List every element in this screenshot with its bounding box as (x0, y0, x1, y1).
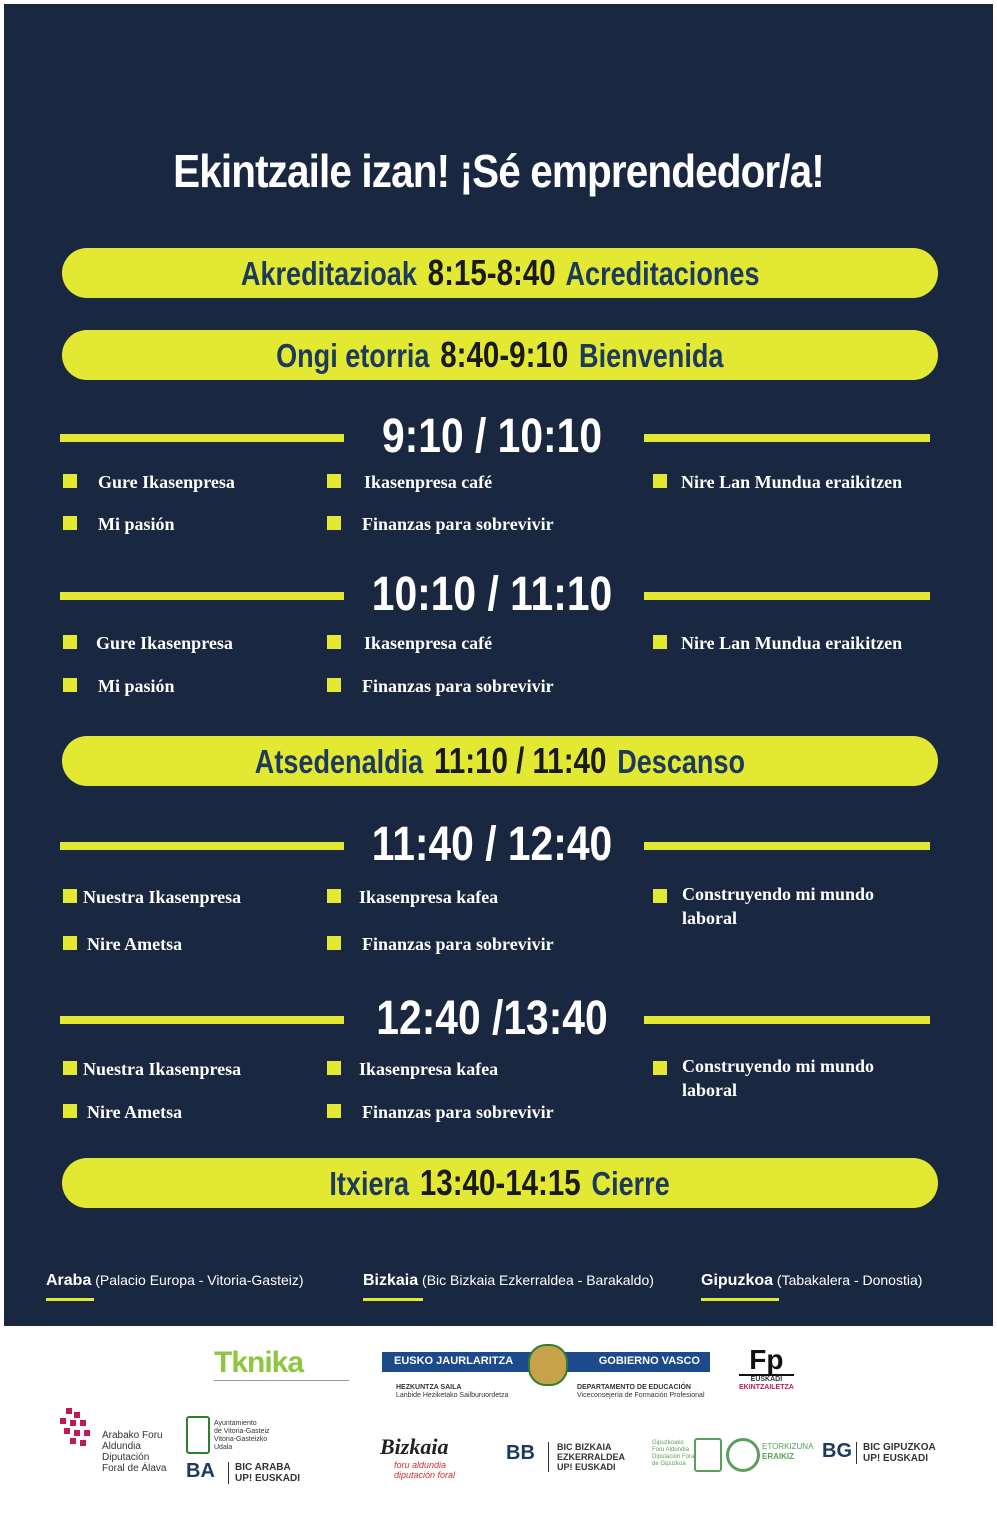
activity-item: Gure Ikasenpresa (98, 472, 235, 492)
break-banner (62, 736, 938, 786)
bullet-icon (327, 889, 341, 903)
bullet-icon (63, 1104, 77, 1118)
activity-item: Gure Ikasenpresa (96, 633, 233, 653)
break-es: Descanso (617, 743, 746, 780)
bullet-icon (327, 678, 341, 692)
bic-bizkaia: BIC BIZKAIA EZKERRALDEA UP! EUSKADI (548, 1442, 625, 1472)
gipuzkoa-shield-icon (694, 1438, 722, 1472)
activity-item: Ikasenpresa kafea (359, 887, 499, 907)
bullet-icon (327, 1061, 341, 1075)
activity-item: Nire Lan Mundua eraikitzen (681, 472, 903, 492)
ba-logo: BA (186, 1460, 215, 1482)
bic-araba: BIC ARABA UP! EUSKADI (228, 1462, 300, 1484)
break-time: 11:10 / 11:40 (434, 740, 607, 781)
bizkaia-sub: foru aldundia diputación foral (394, 1460, 456, 1480)
bullet-icon (63, 516, 77, 530)
location-region: Araba (46, 1272, 92, 1289)
bg-logo: BG (822, 1440, 852, 1462)
bullet-icon (327, 516, 341, 530)
accreditation-banner (62, 248, 938, 298)
bullet-icon (63, 635, 77, 649)
activity-item: Ikasenpresa café (364, 472, 493, 492)
bullet-icon (63, 889, 77, 903)
slot-divider-right (644, 842, 930, 850)
slot-divider-right (644, 434, 930, 442)
activity-item: Nuestra Ikasenpresa (83, 1059, 242, 1079)
tknika-wordmark: Tknika (214, 1346, 304, 1379)
eusko-jaurlaritza: EUSKO JAURLARITZA (394, 1355, 514, 1367)
slot-divider-left (60, 434, 344, 442)
location-underline (701, 1298, 779, 1301)
accreditation-es: Acreditaciones (565, 255, 760, 292)
location-underline (46, 1298, 94, 1301)
coat-of-arms-icon (528, 1344, 568, 1386)
activity-item: Finanzas para sobrevivir (362, 514, 554, 534)
closing-es: Cierre (591, 1165, 671, 1202)
slot-4-time: 12:40 /13:40 (376, 992, 608, 1045)
gobierno-vasco: GOBIERNO VASCO (598, 1355, 700, 1367)
fp-logo: Fp EUSKADI EKINTZAILETZA (739, 1344, 794, 1391)
location-place: (Palacio Europa - Vitoria-Gasteiz) (95, 1272, 304, 1288)
accreditation-eu: Akreditazioak (240, 255, 417, 292)
slot-divider-right (644, 1016, 930, 1024)
location-region: Gipuzkoa (701, 1272, 774, 1289)
etorkizuna-text: ETORKIZUNA ERAIKIZ (762, 1442, 814, 1461)
bullet-icon (653, 1061, 667, 1075)
poster-title: Ekintzaile izan! ¡Sé emprendedor/a! (173, 145, 824, 197)
vitoria-text: Ayuntamiento de Vitoria-Gasteiz Vitoria-Gasteizko Udala (214, 1420, 270, 1451)
araba-text: Arabako Foru Aldundia Diputación Foral de Álava (102, 1430, 167, 1474)
vitoria-shield-icon (186, 1416, 210, 1454)
slot-1-time: 9:10 / 10:10 (381, 410, 603, 463)
bullet-icon (653, 474, 667, 488)
activity-item: Construyendo mi mundo laboral (682, 1056, 875, 1100)
welcome-time: 8:40-9:10 (440, 334, 569, 375)
slot-2-time: 10:10 / 11:10 (371, 568, 613, 621)
location-bizkaia (363, 1272, 654, 1290)
activity-item: Nire Ametsa (87, 934, 183, 954)
welcome-banner (62, 330, 938, 380)
bizkaia-logo: Bizkaia (380, 1434, 449, 1459)
bullet-icon (653, 635, 667, 649)
hezkuntza-text: HEZKUNTZA SAILA Lanbide Heziketako Sailburuordetza (396, 1384, 509, 1399)
activity-item: Finanzas para sobrevivir (362, 1102, 554, 1122)
welcome-es: Bienvenida (579, 337, 724, 374)
closing-banner (62, 1158, 938, 1208)
activity-item: Mi pasión (98, 676, 175, 696)
location-place: (Tabakalera - Donostia) (776, 1272, 923, 1288)
slot-divider-left (60, 842, 344, 850)
location-gipuzkoa (701, 1272, 922, 1290)
bullet-icon (327, 474, 341, 488)
bullet-icon (63, 936, 77, 950)
location-araba (46, 1272, 304, 1290)
etorkizuna-icon (726, 1438, 760, 1472)
welcome-eu: Ongi etorria (276, 337, 430, 374)
tknika-logo (214, 1348, 349, 1391)
bullet-icon (63, 678, 77, 692)
bullet-icon (63, 1061, 77, 1075)
bullet-icon (327, 635, 341, 649)
activity-item: Ikasenpresa kafea (359, 1059, 499, 1079)
slot-divider-left (60, 1016, 344, 1024)
poster-background (4, 4, 993, 1326)
location-underline (363, 1298, 423, 1301)
departamento-text: DEPARTAMENTO DE EDUCACIÓN Viceconsejería de Formación Profesional (577, 1384, 705, 1399)
accreditation-time: 8:15-8:40 (427, 252, 556, 293)
gipuzkoa-text: Gipuzkoako Foru Aldundia Diputación Foral de Gipuzkoa (652, 1440, 696, 1467)
bullet-icon (653, 889, 667, 903)
activity-item: Nuestra Ikasenpresa (83, 887, 242, 907)
bullet-icon (63, 474, 77, 488)
break-eu: Atsedenaldia (254, 743, 424, 780)
bb-logo: BB (506, 1442, 535, 1464)
activity-item: Finanzas para sobrevivir (362, 934, 554, 954)
bullet-icon (327, 936, 341, 950)
closing-eu: Itxiera (329, 1165, 410, 1202)
location-place: (Bic Bizkaia Ezkerraldea - Barakaldo) (422, 1272, 654, 1288)
bic-gipuzkoa: BIC GIPUZKOA UP! EUSKADI (856, 1442, 936, 1464)
activity-item: Construyendo mi mundo laboral (682, 884, 875, 928)
activity-item: Nire Lan Mundua eraikitzen (681, 633, 903, 653)
slot-divider-left (60, 592, 344, 600)
activity-item: Finanzas para sobrevivir (362, 676, 554, 696)
slot-3-time: 11:40 / 12:40 (371, 818, 613, 871)
activity-item: Mi pasión (98, 514, 175, 534)
closing-time: 13:40-14:15 (420, 1162, 582, 1203)
araba-pixel-icon (56, 1408, 96, 1448)
activity-item: Nire Ametsa (87, 1102, 183, 1122)
activity-item: Ikasenpresa café (364, 633, 493, 653)
location-region: Bizkaia (363, 1272, 419, 1289)
slot-divider-right (644, 592, 930, 600)
bullet-icon (327, 1104, 341, 1118)
